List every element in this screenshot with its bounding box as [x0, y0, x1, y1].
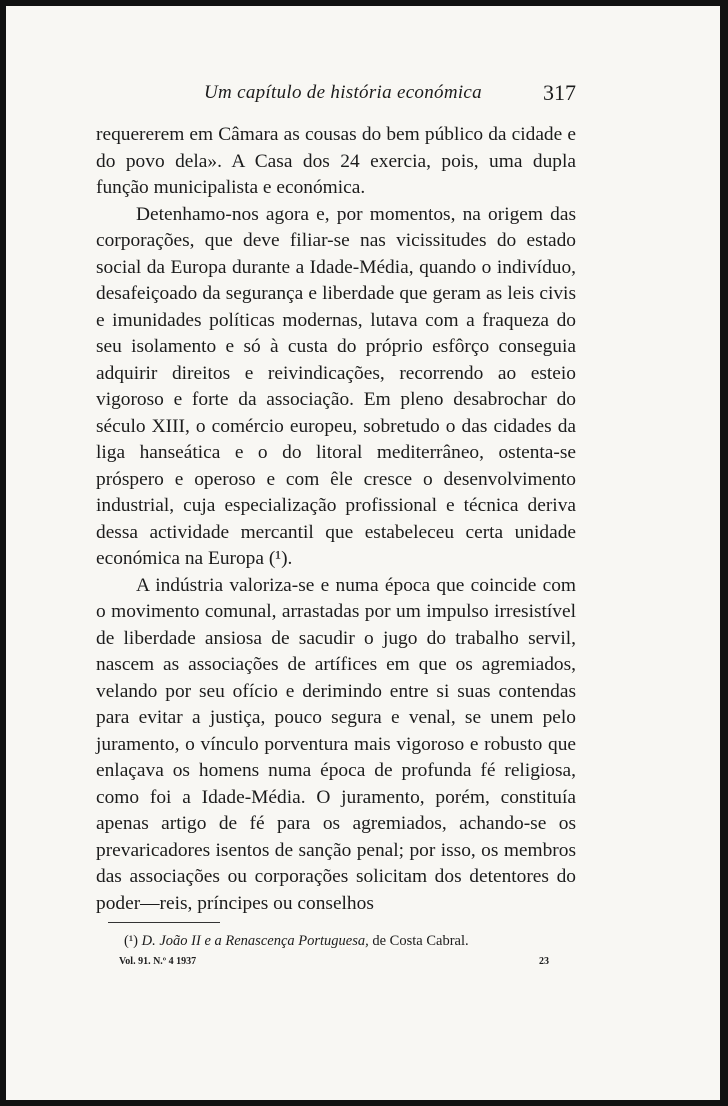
- footnote-divider: [108, 922, 220, 923]
- volume-info: Vol. 91. N.º 4 1937: [119, 956, 197, 967]
- printer-footer: [119, 956, 549, 967]
- paragraph-1: requererem em Câmara as cousas do bem público da cidade e do povo dela». A Casa dos 24 exercia, pois, uma dupla função municipalista e económica.: [96, 124, 576, 198]
- page-number: 317: [543, 80, 576, 105]
- book-page: [6, 6, 720, 1100]
- running-header: [96, 82, 576, 110]
- paragraph-3: A indústria valoriza-se e numa época que coincide com o movimento comunal, arrastadas por um impulso irresistível de liberdade ansiosa de sacudir o jugo do trabalho servil, nascem as associações de artífices em que os agremiados, velando por seu ofício e derimindo entre si suas contendas para evitar a justiça, pouco segura e venal, se unem pelo juramento, o vínculo porventura mais vigoroso e robusto que enlaçava os homens numa época de profunda fé religiosa, como foi a Idade-Média. O juramento, porém, constituía apenas artigo de fé para os agremiados, achando-se os prevaricadores isentos de sanção penal; por isso, os membros das associações ou corporações solicitam dos detentores do poder—reis, príncipes ou conselhos: [96, 574, 576, 914]
- body-text: [96, 122, 576, 917]
- signature-mark: 23: [539, 956, 549, 967]
- paragraph-2: Detenhamo-nos agora e, por momentos, na origem das corporações, que deve filiar-se nas vicissitudes do estado social da Europa durante a Idade-Média, quando o indivíduo, desafeiçoado da segurança e liberdade que geram as leis civis e imunidades políticas modernas, lutava com a fraqueza do seu isolamento e só à custa do próprio esfôrço conseguia adquirir direitos e reivindicações, recorrendo ao esteio vigoroso e forte da associação. Em pleno desabrochar do século XIII, o comércio europeu, sobretudo o das cidades da liga hanseática e o do litoral mediterrâneo, ostenta-se próspero e operoso e com êle cresce o desenvolvimento industrial, cuja especialização profissional e técnica deriva dessa actividade mercantil que estabeleceu certa unidade económica na Europa (¹).: [96, 203, 576, 569]
- footnote-author: de Costa Cabral.: [372, 933, 469, 949]
- footnote: [124, 933, 564, 950]
- running-title: Um capítulo de história económica: [204, 82, 482, 103]
- footnote-title: D. João II e a Renascença Portuguesa,: [141, 933, 369, 949]
- footnote-marker: (¹): [124, 933, 139, 949]
